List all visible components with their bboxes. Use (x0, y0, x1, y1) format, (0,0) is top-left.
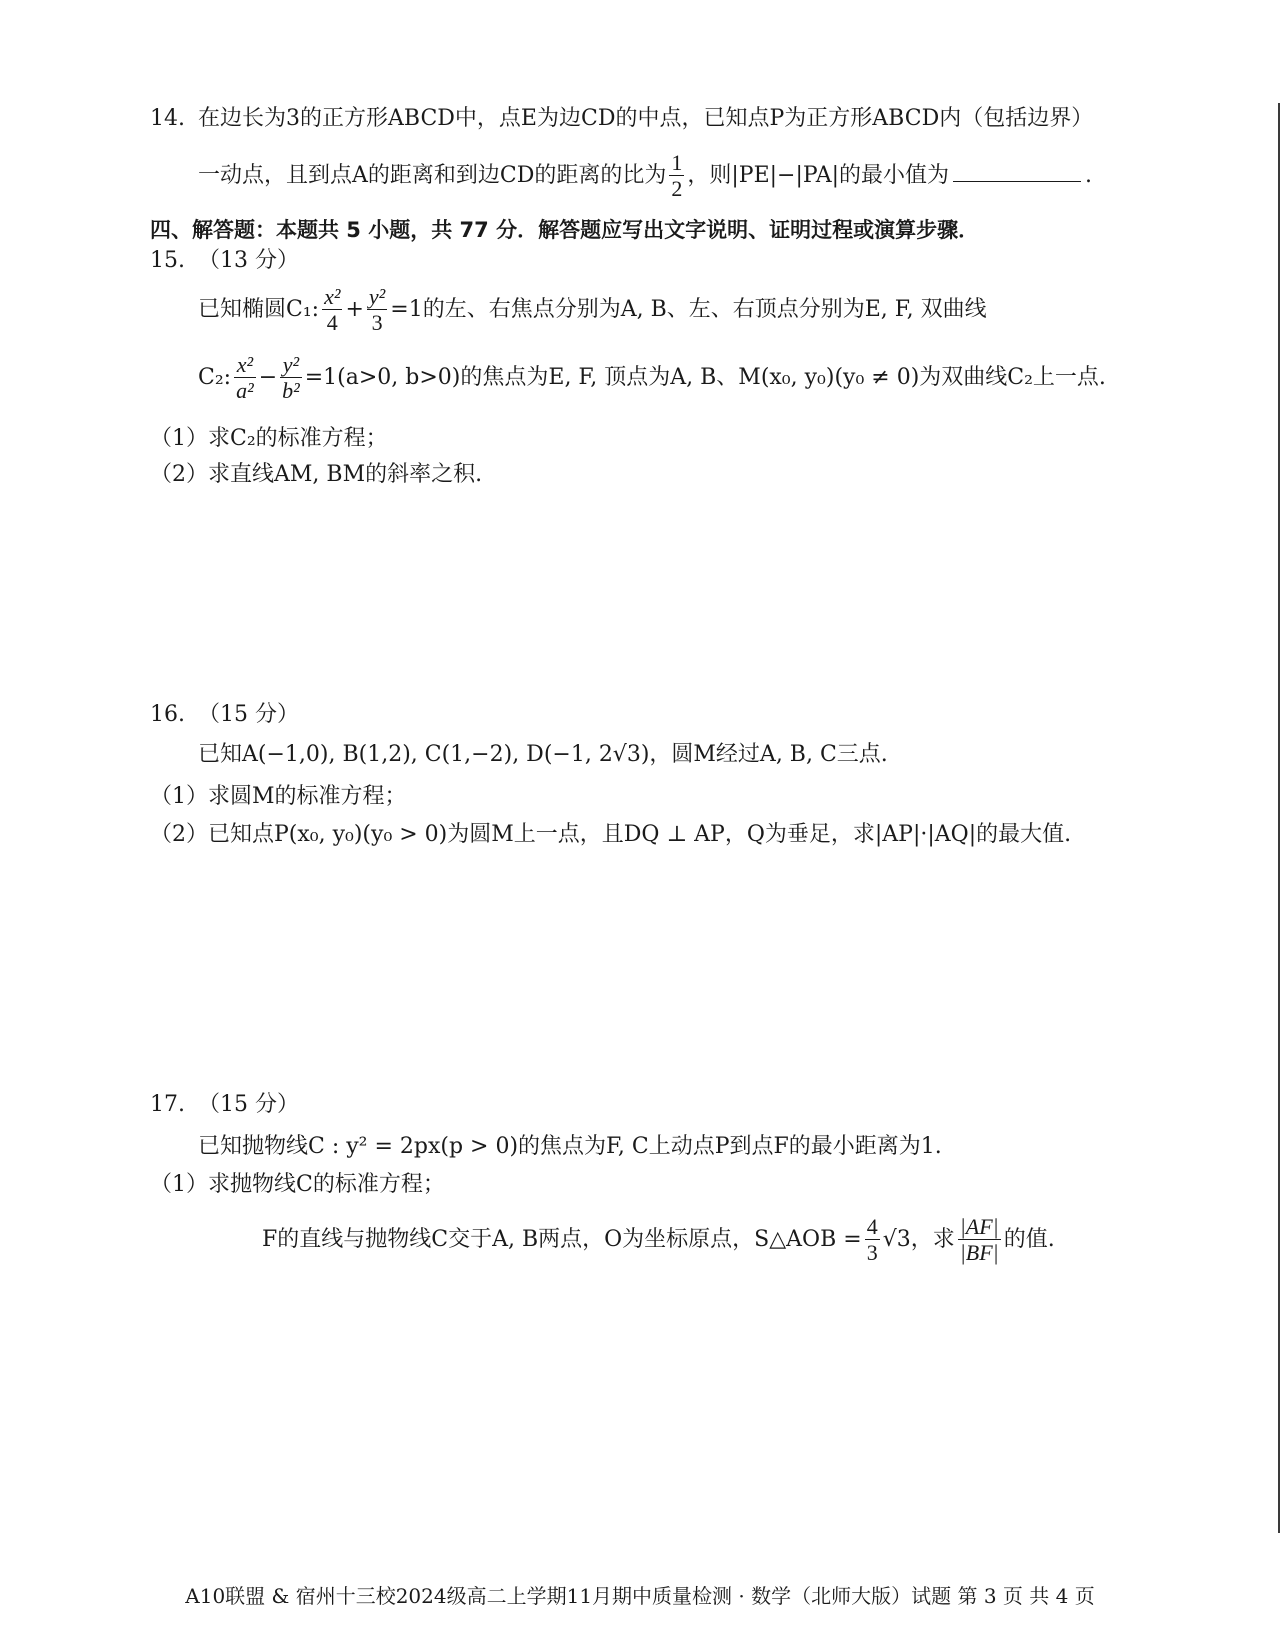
q15-part2: （2）求直线AM, BM的斜率之积. (150, 462, 483, 487)
q15-c2-suffix: =1(a>0, b>0)的焦点为E, F, 顶点为A, B、M(x₀, y₀)(y₀ ≠ 0)为双曲线C₂上一点. (304, 364, 1106, 390)
q17-part1: （1）求抛物线C的标准方程； (150, 1172, 445, 1197)
q15-g1-den: a² (236, 378, 254, 404)
page-footer: A10联盟 & 宿州十三校2024级高二上学期11月期中质量检测 · 数学（北师大版）试题 第 3 页 共 4 页 (185, 1584, 1095, 1608)
q16-number: 16. (150, 702, 185, 727)
q14-blank-end: . (1085, 162, 1092, 188)
q15-hyperbola (198, 352, 1106, 404)
q17-r-num: |AF| (959, 1214, 999, 1239)
q15-f2-den: 3 (371, 310, 383, 336)
q17-part2-suffix: 的值. (1003, 1226, 1055, 1252)
q15-hyper-frac-x (234, 352, 256, 404)
q14-number: 14. (150, 106, 185, 131)
q17-part2-prefix: F的直线与抛物线C交于A, B两点，O为坐标原点，S△AOB = (262, 1226, 862, 1252)
q16-stem: 已知A(−1,0), B(1,2), C(1,−2), D(−1, 2√3)，圆M经过A, B, C三点. (198, 742, 888, 767)
q16-header (150, 702, 299, 728)
q17-stem: 已知抛物线C : y² = 2px(p > 0)的焦点为F, C上动点P到点F的最小距离为1. (198, 1134, 942, 1159)
q17-s-num: 4 (866, 1214, 878, 1239)
q14-ratio-fraction (669, 150, 684, 202)
q15-g2-den: b² (282, 378, 300, 404)
q15-stem-prefix: 已知椭圆C₁: (198, 296, 320, 322)
q17-r-den: |BF| (959, 1240, 999, 1266)
q14-text-line1: 在边长为3的正方形ABCD中，点E为边CD的中点，已知点P为正方形ABCD内（包括边界） (198, 106, 1094, 131)
q16-part1: （1）求圆M的标准方程； (150, 784, 407, 809)
q15-part1: （1）求C₂的标准方程； (150, 426, 388, 451)
q17-number: 17. (150, 1092, 185, 1117)
q14-ratio-num: 1 (671, 150, 683, 175)
q15-c2-prefix: C₂: (198, 364, 232, 390)
q14-ratio-den: 2 (671, 176, 683, 202)
q14-answer-blank[interactable] (953, 180, 1081, 182)
q14-line1 (150, 106, 1093, 132)
q15-g1-num: x² (234, 352, 256, 378)
q15-plus: + (345, 296, 364, 322)
q15-stem (198, 284, 987, 336)
q14-line2 (198, 150, 1092, 202)
q17-area-fraction (865, 1214, 880, 1266)
q17-part2-mid: √3，求 (882, 1226, 955, 1252)
q15-ellipse-frac-x (322, 284, 342, 336)
q17-ratio-fraction (958, 1214, 1001, 1266)
q15-header (150, 248, 299, 274)
q15-stem-suffix: =1的左、右焦点分别为A, B、左、右顶点分别为E, F, 双曲线 (390, 296, 987, 322)
q17-header (150, 1092, 299, 1118)
q16-score: （15 分） (198, 702, 299, 727)
section4-heading: 四、解答题：本题共 5 小题，共 77 分．解答题应写出文字说明、证明过程或演算步骤． (150, 218, 980, 242)
q15-f1-num: x² (324, 284, 341, 309)
q15-f1-den: 4 (326, 310, 338, 336)
q15-g2-num: y² (280, 352, 302, 378)
q17-s-den: 3 (866, 1240, 878, 1266)
q15-ellipse-frac-y (367, 284, 387, 336)
q16-part2: （2）已知点P(x₀, y₀)(y₀ > 0)为圆M上一点，且DQ ⊥ AP，Q为垂足，求|AP|·|AQ|的最大值. (150, 822, 1072, 847)
q15-hyper-frac-y (280, 352, 302, 404)
q15-minus: − (258, 364, 278, 390)
q14-line2-prefix: 一动点，且到点A的距离和到边CD的距离的比为 (198, 162, 667, 188)
q15-f2-num: y² (368, 284, 386, 309)
q17-score: （15 分） (198, 1092, 299, 1117)
q14-line2-suffix: ，则|PE|−|PA|的最小值为 (687, 162, 949, 188)
q15-score: （13 分） (198, 248, 299, 273)
q17-part2 (262, 1214, 1055, 1266)
q15-number: 15. (150, 248, 185, 273)
